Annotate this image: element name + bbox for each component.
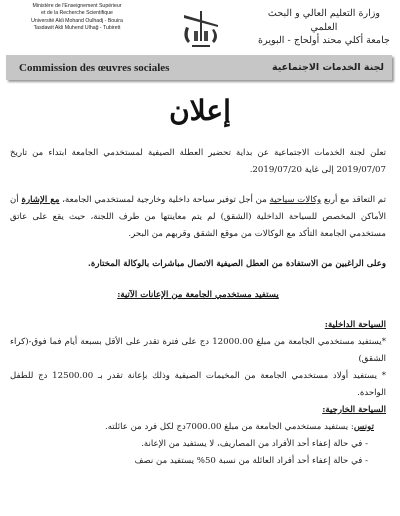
header-fr-line: Tasdawit Akli Muhend Ulhaǧ - Tubirett xyxy=(33,25,121,32)
header-ar-line: وزارة التعليم العالي و البحث العلمي xyxy=(267,8,381,33)
external-bullet-2: - في حالة إعفاء أحد أفراد العائلة من نسبة 50% يستفيد من نصف xyxy=(134,456,368,466)
header-fr-line: Ministère de l'Enseignement Supérieur xyxy=(32,3,122,9)
benefits-subtitle: يستفيد مستخدمي الجامعة من الإعانات الآتية: xyxy=(117,290,279,300)
internal-item-2: * يستفيد أولاد مستخدمي الجامعة من المخيمات الصيفية وذلك بإعانة تقدر بـ 12500.00 دج للطفل الواحدة. xyxy=(10,371,386,398)
header-ar-line: جامعة أكلي محند أولحاج - البويرة xyxy=(258,35,390,46)
header-institution-fr xyxy=(3,3,151,33)
announcement-title: إعلان xyxy=(169,94,231,127)
internal-tourism-heading: السياحة الداخلية: xyxy=(324,320,386,330)
header-fr-line: et de la Recherche Scientifique xyxy=(41,10,113,17)
header-institution-ar xyxy=(254,7,394,48)
internal-item-1: *يستفيد مستخدمي الجامعة من مبلغ 12000.00 دج على فترة تقدر على الأقل بسبعة أيام فما فوق-(كراء الشقق) xyxy=(10,337,386,364)
tunisia-item: تونس: يستفيد مستخدمي الجامعة من مبلغ 7000.00دج لكل فرد من عائلته. xyxy=(104,422,374,432)
header-fr-line: Université Akli Mohand Oulhadj - Bouira xyxy=(31,17,123,24)
contract-paragraph: تم التعاقد مع أربع وكالات سياحية من أجل توفير سياحة داخلية وخارجية لمستخدمي الجامعة، مع الإشارة أن الأماكن المخصص للسياحة الداخلية (الشقق) لم يتم معاينتها من طرف اللجنة، حيث يقع على عاتق مستخدمي الجامعة التأكد مع الوكالات من موقع الشقق وقربهم من البحر. xyxy=(10,195,386,239)
contact-paragraph: وعلى الراغبين من الاستفادة من العطل الصيفية الاتصال مباشرات بالوكالة المختارة. xyxy=(87,259,386,269)
tunisia-label: تونس xyxy=(353,422,374,432)
external-tourism-heading: السياحة الخارجية: xyxy=(322,405,386,415)
banner-title-ar: لجنة الخدمات الاجتماعية xyxy=(272,62,384,73)
note-label: مع الإشارة xyxy=(21,195,60,205)
banner-title-fr: Commission des œuvres sociales xyxy=(19,61,170,74)
external-bullet-1: - في حالة إعفاء أحد الأفراد من المصاريف، لا يستفيد من الإعانة. xyxy=(141,439,368,449)
commission-banner xyxy=(6,55,392,80)
agencies-text: وكالات سياحية xyxy=(269,195,322,205)
announcement-body xyxy=(10,145,386,470)
intro-paragraph: تعلن لجنة الخدمات الاجتماعية عن بداية تحضير العطلة الصيفية لمستخدمي الجامعة ابتداء من تاريخ 2019/07/07 إلى غاية 2019/07/20. xyxy=(10,148,386,175)
university-logo-icon xyxy=(176,7,226,52)
